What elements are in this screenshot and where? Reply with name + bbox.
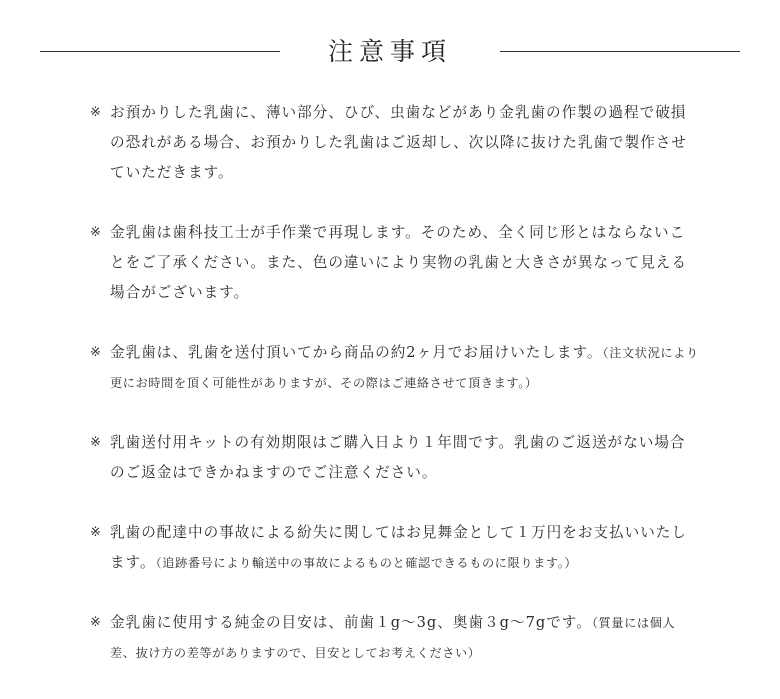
note-item — [90, 98, 700, 188]
note-item — [90, 428, 700, 488]
note-supplement: （質量には個人差、抜け方の差等がありますので、目安としてお考えください） — [110, 616, 676, 660]
header-rule-left — [40, 51, 280, 52]
reference-mark: ※ — [90, 225, 102, 240]
note-text: 乳歯の配達中の事故による紛失に関してはお見舞金として１万円をお支払いいたします。 — [110, 524, 687, 571]
note-item — [90, 608, 700, 668]
note-item — [90, 518, 700, 578]
notes-list — [90, 98, 700, 668]
reference-mark: ※ — [90, 105, 102, 120]
note-text: 金乳歯は歯科技工士が手作業で再現します。そのため、全く同じ形とはならないことをご了承ください。また、色の違いにより実物の乳歯と大きさが異なって見える場合がございます。 — [110, 224, 687, 301]
reference-mark: ※ — [90, 435, 102, 450]
note-text: 金乳歯に使用する純金の目安は、前歯１g～3g、奥歯３g～7gです。 — [110, 614, 592, 631]
page-title: 注意事項 — [327, 37, 452, 66]
reference-mark: ※ — [90, 525, 102, 540]
section-header — [40, 30, 740, 74]
note-supplement: （追跡番号により輸送中の事故によるものと確認できるものに限ります。） — [155, 556, 578, 570]
header-rule-right — [500, 51, 740, 52]
note-text: 乳歯送付用キットの有効期限はご購入日より１年間です。乳歯のご返送がない場合のご返金はできかねますのでご注意ください。 — [110, 434, 686, 481]
note-supplement: （注文状況により更にお時間を頂く可能性がありますが、その際はご連絡させて頂きます。） — [110, 346, 699, 390]
note-item — [90, 338, 700, 398]
note-item — [90, 218, 700, 308]
reference-mark: ※ — [90, 615, 102, 630]
note-text: お預かりした乳歯に、薄い部分、ひび、虫歯などがあり金乳歯の作製の過程で破損の恐れがある場合、お預かりした乳歯はご返却し、次以降に抜けた乳歯で製作させていただきます。 — [110, 104, 687, 181]
note-text: 金乳歯は、乳歯を送付頂いてから商品の約2ヶ月でお届けいたします。 — [110, 344, 603, 361]
reference-mark: ※ — [90, 345, 102, 360]
